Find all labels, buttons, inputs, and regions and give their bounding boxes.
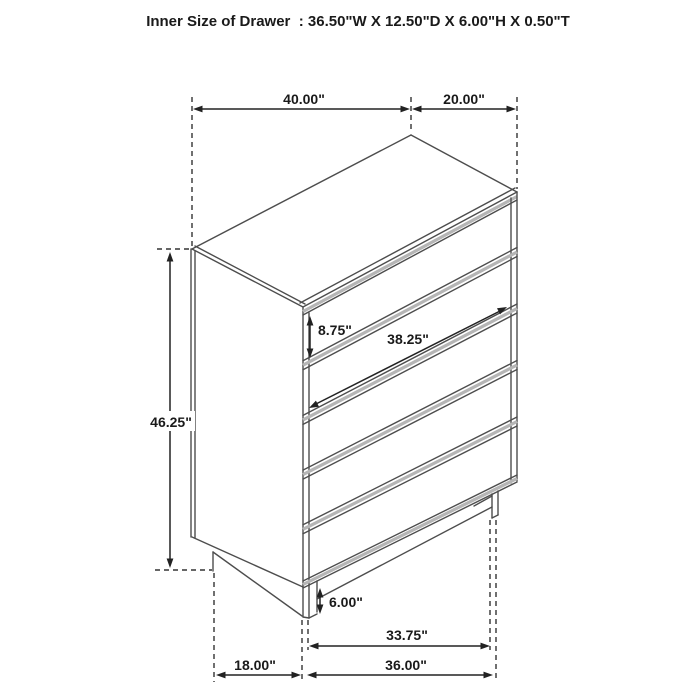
right-leg: [492, 491, 498, 518]
dimension-top-width: [193, 91, 410, 112]
drawer-gap-1: [303, 248, 517, 370]
dimension-leg-height: [317, 588, 363, 614]
dimension-floor-depth: [216, 657, 301, 678]
chest-side-panel: [191, 249, 309, 587]
label-floor-width: 36.00": [385, 657, 427, 673]
label-top-depth: 20.00": [443, 91, 485, 107]
dimension-base-inner-width: [309, 627, 490, 649]
dimension-floor-width: [307, 657, 493, 678]
label-base-inner-width: 33.75": [386, 627, 428, 643]
drawer-gap-4: [303, 417, 517, 534]
label-floor-depth: 18.00": [234, 657, 276, 673]
label-drawer-height: 8.75": [318, 322, 352, 338]
chest-front-face: [303, 192, 517, 588]
label-leg-height: 6.00": [329, 594, 363, 610]
label-overall-height: 46.25": [150, 414, 192, 430]
chest-drawing: [191, 135, 517, 618]
dimension-overall-height: [147, 252, 195, 568]
label-drawer-width: 38.25": [387, 331, 429, 347]
label-top-width: 40.00": [283, 91, 325, 107]
dimension-drawer-width: [307, 304, 508, 411]
dimension-top-depth: [412, 91, 516, 112]
page-title: Inner Size of Drawer : 36.50"W X 12.50"D X 6.00"H X 0.50"T: [146, 13, 570, 30]
drawer-gap-3: [303, 361, 517, 480]
